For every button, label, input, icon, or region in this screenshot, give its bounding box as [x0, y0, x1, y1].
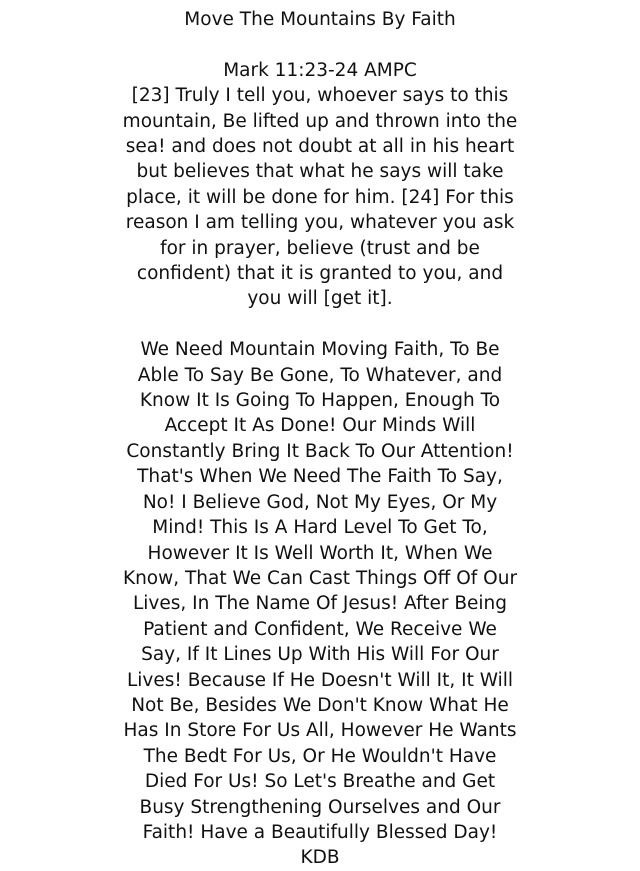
document-title: Move The Mountains By Faith	[184, 9, 456, 30]
scripture-passage: [23] Truly I tell you, whoever says to this mountain, Be lifted up and thrown into the sea! and does not doubt at all in his heart but believes that what he says will take place, it will be done for him. [24] For this reason I am telling you, whatever you ask for in prayer, believe (trust and be confident) that it is granted to you, and you will [get it].	[122, 85, 518, 310]
scripture-block	[120, 58, 520, 312]
reflection-paragraph: We Need Mountain Moving Faith, To Be Able To Say Be Gone, To Whatever, and Know It Is Going To Happen, Enough To Accept It As Done! Our Minds Will Constantly Bring It Back To Our Attention! That's When We Need The Faith To Say, No! I Believe God, Not My Eyes, Or My Mind! This Is A Hard Level To Get To, However It Is Well Worth It, When We Know, That We Can Cast Things Off Of Our Lives, In The Name Of Jesus! After Being Patient and Confident, We Receive We Say, If It Lines Up With His Will For Our Lives! Because If He Doesn't Will It, It Will Not Be, Besides We Don't Know What He Has In Store For Us All, However He Wants The Bedt For Us, Or He Wouldn't Have Died For Us! So Let's Breathe and Get Busy Strengthening Ourselves and Our Faith! Have a Beautifully Blessed Day! KDB	[122, 339, 518, 869]
scripture-reference: Mark 11:23-24 AMPC	[223, 59, 417, 81]
